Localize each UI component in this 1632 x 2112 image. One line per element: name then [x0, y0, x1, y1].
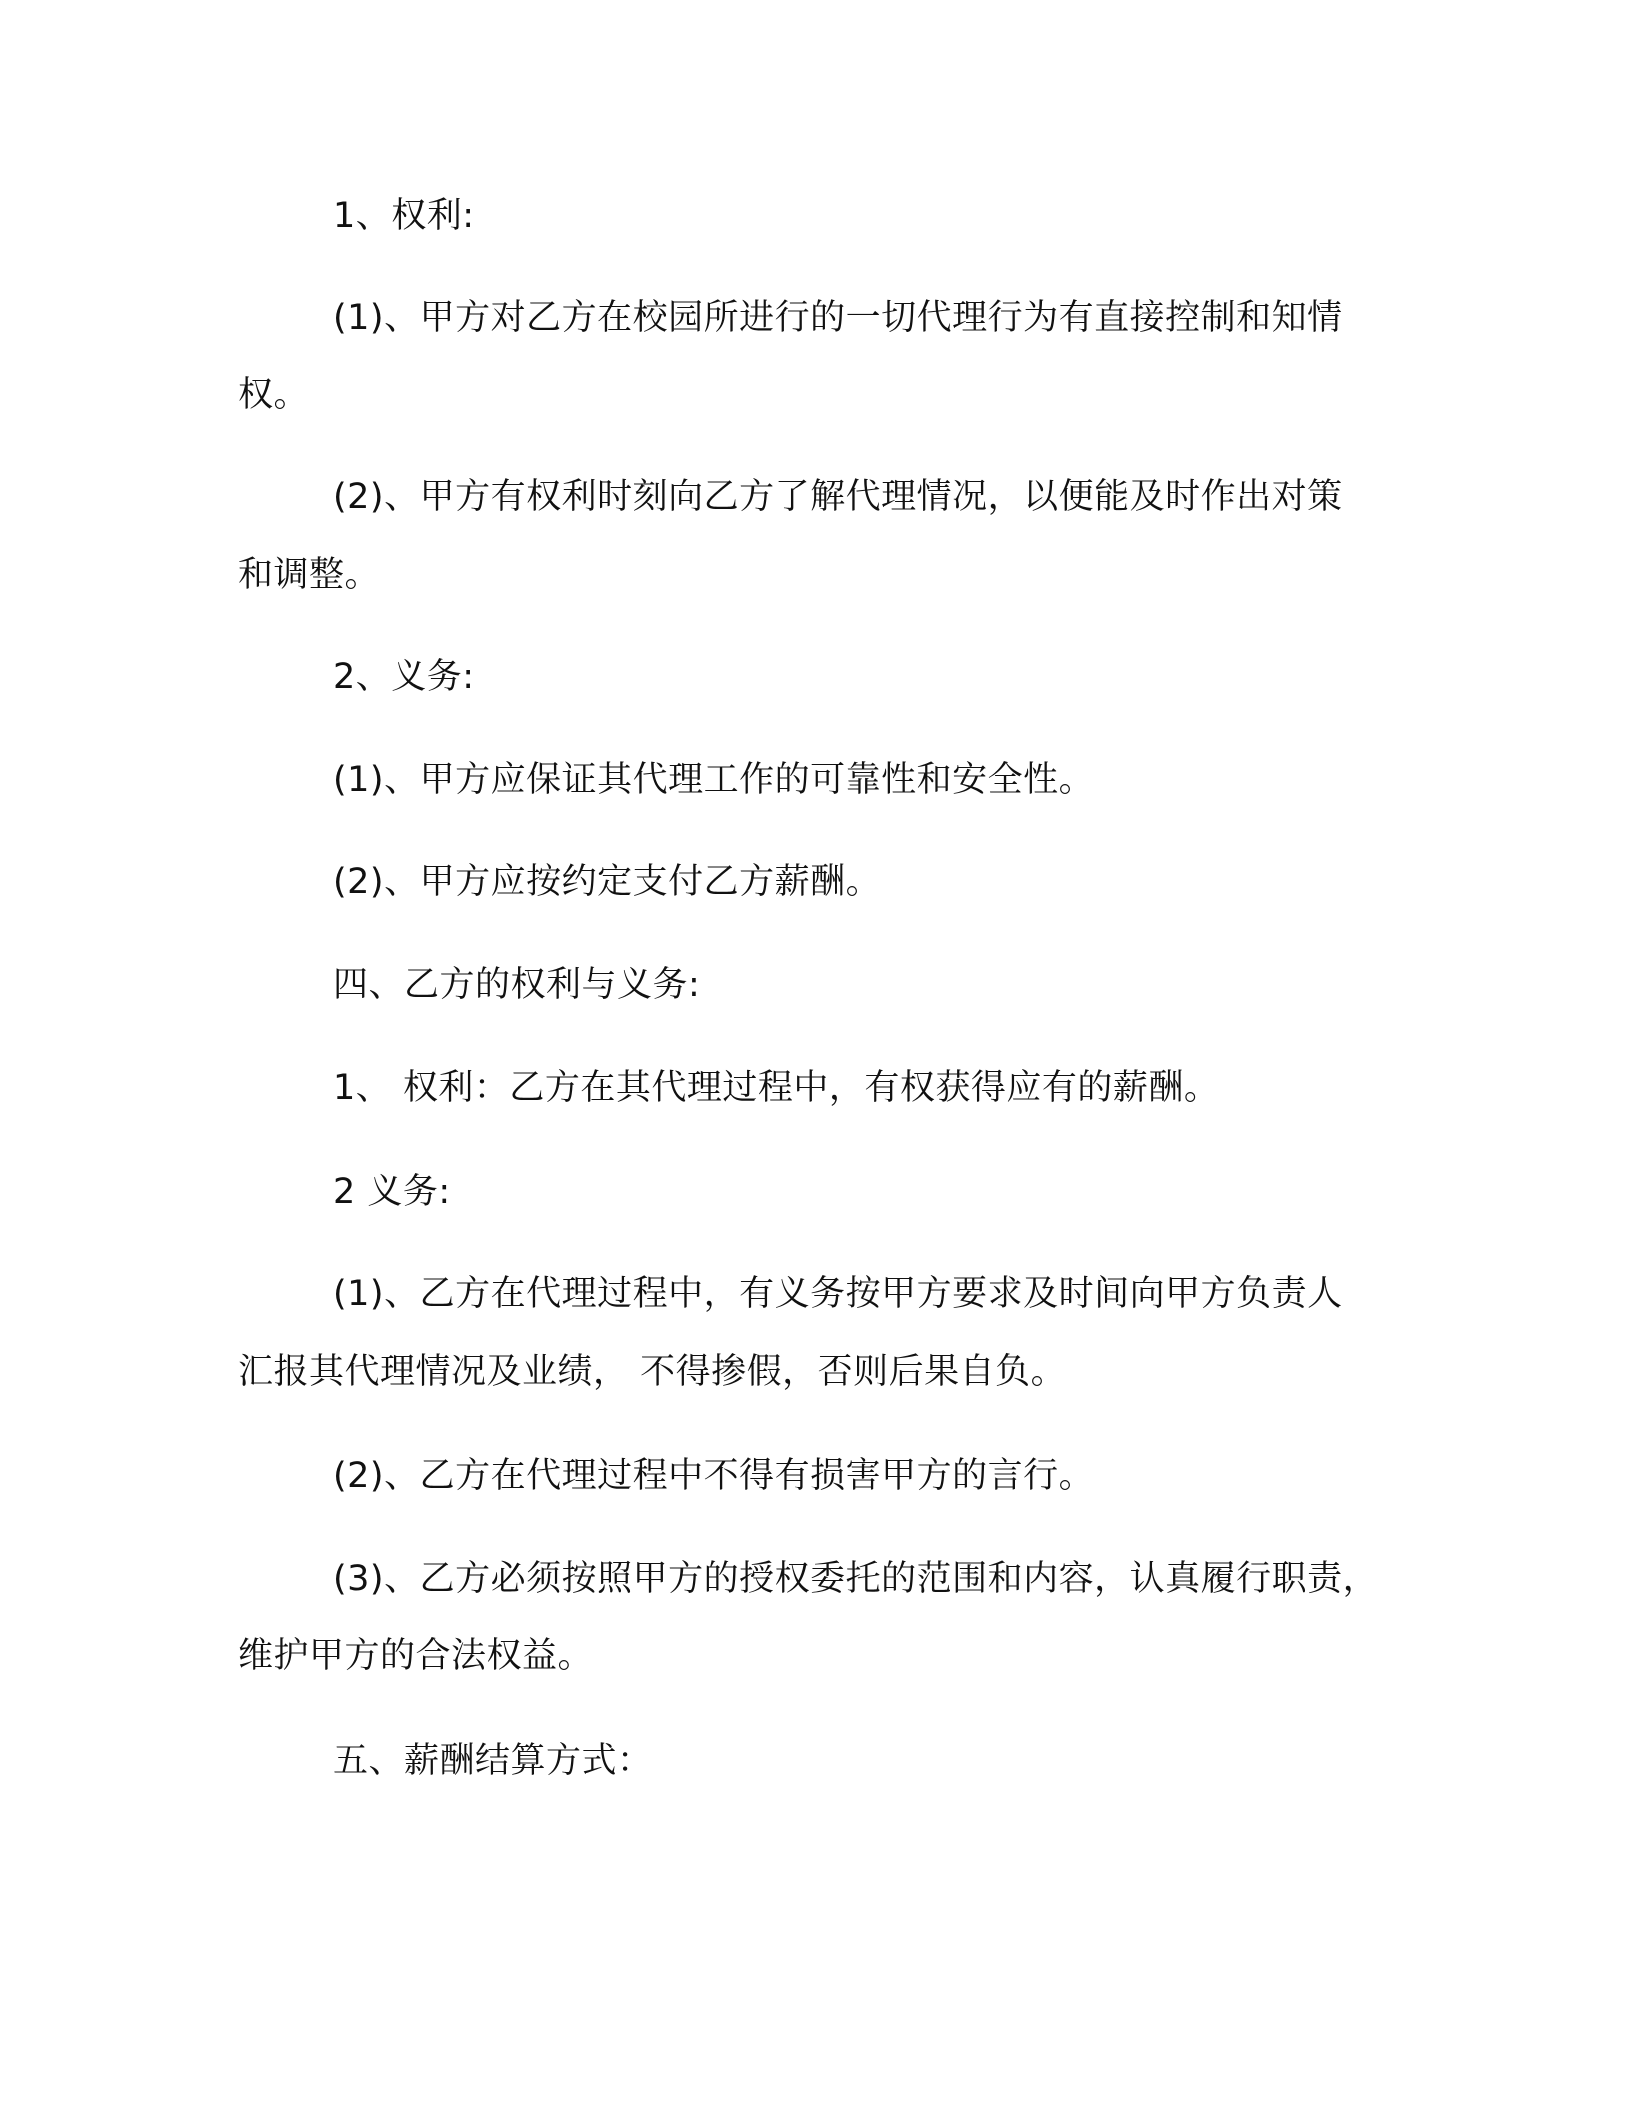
party-b-obligation-2: (2)、乙方在代理过程中不得有损害甲方的言行。: [333, 1456, 1095, 1496]
party-a-right-2-line-2: 和调整。: [238, 555, 381, 595]
party-b-obligation-3-line-1: (3)、乙方必须按照甲方的授权委托的范围和内容，认真履行职责，: [333, 1559, 1379, 1599]
rights-heading: 1、权利:: [333, 196, 475, 236]
party-b-obligation-1-line-2: 汇报其代理情况及业绩， 不得掺假，否则后果自负。: [238, 1352, 1067, 1392]
party-a-right-2-line-1: (2)、甲方有权利时刻向乙方了解代理情况，以便能及时作出对策: [333, 477, 1343, 517]
party-a-obligation-2: (2)、甲方应按约定支付乙方薪酬。: [333, 862, 882, 902]
party-a-right-1-line-2: 权。: [238, 375, 310, 415]
party-b-obligations-heading: 2 义务:: [333, 1172, 451, 1212]
party-a-right-1-line-1: (1)、甲方对乙方在校园所进行的一切代理行为有直接控制和知情: [333, 298, 1343, 338]
party-b-obligation-3-line-2: 维护甲方的合法权益。: [238, 1636, 594, 1676]
section-4-heading: 四、乙方的权利与义务:: [333, 965, 701, 1005]
obligations-heading: 2、义务:: [333, 657, 475, 697]
section-5-heading: 五、薪酬结算方式：: [333, 1741, 653, 1781]
party-b-obligation-1-line-1: (1)、乙方在代理过程中，有义务按甲方要求及时间向甲方负责人: [333, 1274, 1343, 1314]
party-a-obligation-1: (1)、甲方应保证其代理工作的可靠性和安全性。: [333, 760, 1095, 800]
party-b-rights: 1、 权利：乙方在其代理过程中，有权获得应有的薪酬。: [333, 1068, 1220, 1108]
